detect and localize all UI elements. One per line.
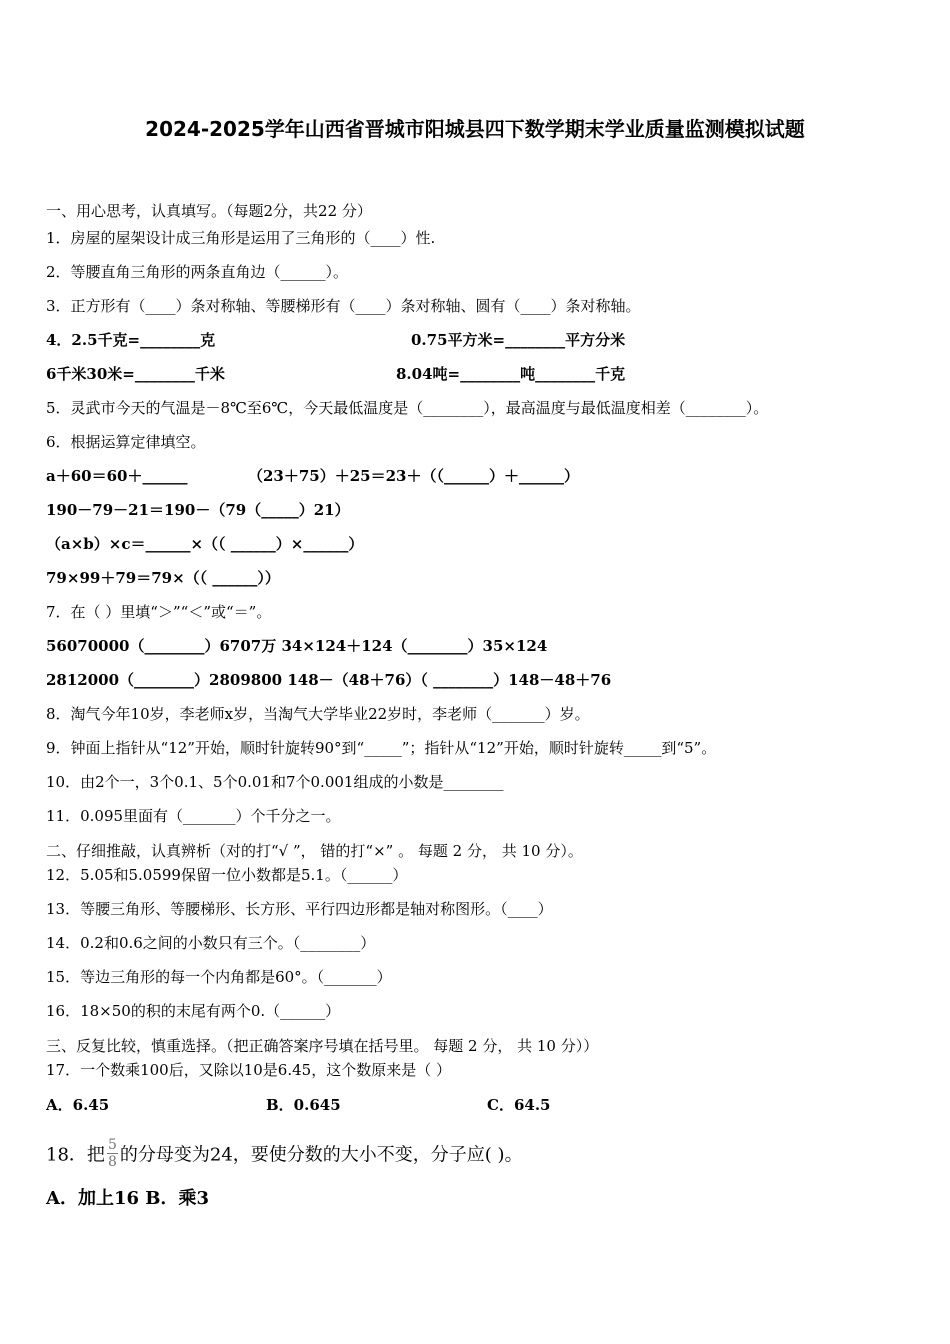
question-14: 14．0.2和0.6之间的小数只有三个。（________）	[46, 934, 376, 952]
question-2: 2．等腰直角三角形的两条直角边（______）。	[46, 263, 349, 281]
question-8: 8．淘气今年10岁，李老师x岁，当淘气大学毕业22岁时，李老师（_______）岁。	[46, 705, 590, 723]
question-18-suffix: 的分母变为24，要使分数的大小不变，分子应( )。	[119, 1144, 523, 1166]
question-16: 16．18×50的积的末尾有两个0.（______）	[46, 1002, 341, 1020]
option-17-b: B．0.645	[266, 1096, 341, 1114]
question-18-prefix: 18．把	[46, 1144, 105, 1166]
question-17: 17．一个数乘100后，又除以10是6.45，这个数原来是（ ）	[46, 1061, 451, 1079]
question-6d: （a×b）×c＝______×（（ ______）×______）	[46, 535, 364, 553]
question-7b: 2812000（________）2809800 148－（48＋76）（ ________）148－48＋76	[46, 671, 612, 689]
question-10: 10．由2个一，3个0.1、5个0.01和7个0.001组成的小数是________	[46, 773, 504, 791]
question-6b: （23＋75）＋25＝23＋（（______）＋______）	[248, 467, 579, 485]
section-heading-2: 二、仔细推敲，认真辨析（对的打“√ ”， 错的打“×” 。 每题 2 分， 共 10 分）。	[46, 842, 583, 860]
question-1: 1．房屋的屋架设计成三角形是运用了三角形的（____）性.	[46, 229, 436, 247]
question-4d: 8.04吨=________吨________千克	[396, 365, 626, 383]
question-4c: 6千米30米=________千米	[46, 365, 225, 383]
question-18	[46, 1137, 523, 1171]
question-9: 9．钟面上指针从“12”开始，顺时针旋转90°到“_____”；指针从“12”开始，顺时针旋转_____到“5”。	[46, 739, 717, 757]
question-6c: 190－79－21＝190－（79（_____）21）	[46, 501, 350, 519]
option-17-c: C．64.5	[487, 1096, 551, 1114]
question-13: 13．等腰三角形、等腰梯形、长方形、平行四边形都是轴对称图形。（____）	[46, 900, 553, 918]
question-5: 5．灵武市今天的气温是－8℃至6℃，今天最低温度是（________），最高温度与最低温度相差（________）。	[46, 399, 769, 417]
page-title: 2024-2025学年山西省晋城市阳城县四下数学期末学业质量监测模拟试题	[145, 117, 805, 141]
section-heading-1: 一、用心思考，认真填写。（每题2分，共22 分）	[46, 202, 372, 220]
question-7: 7．在（ ）里填“＞”“＜”或“＝”。	[46, 603, 272, 621]
options-18: A．加上16 B．乘3	[46, 1188, 210, 1209]
question-11: 11．0.095里面有（_______）个千分之一。	[46, 807, 341, 825]
question-12: 12．5.05和5.0599保留一位小数都是5.1。（______）	[46, 866, 408, 884]
fraction-denominator: 8	[107, 1154, 117, 1170]
question-3: 3．正方形有（____）条对称轴、等腰梯形有（____）条对称轴、圆有（____）条对称轴。	[46, 297, 641, 315]
question-4b: 0.75平方米=________平方分米	[411, 331, 626, 349]
question-15: 15．等边三角形的每一个内角都是60°。（_______）	[46, 968, 392, 986]
fraction-numerator: 5	[107, 1137, 117, 1153]
question-6a: a＋60＝60＋______	[46, 467, 188, 485]
question-6: 6．根据运算定律填空。	[46, 433, 206, 451]
question-7a: 56070000（________）6707万 34×124＋124（________）35×124	[46, 637, 548, 655]
fraction-five-eighths	[107, 1138, 118, 1169]
question-6e: 79×99＋79＝79×（（ ______））	[46, 569, 280, 587]
question-4a: 4．2.5千克=________克	[46, 331, 216, 349]
option-17-a: A．6.45	[46, 1096, 110, 1114]
section-heading-3: 三、反复比较，慎重选择。（把正确答案序号填在括号里。 每题 2 分， 共 10 分））	[46, 1037, 599, 1055]
